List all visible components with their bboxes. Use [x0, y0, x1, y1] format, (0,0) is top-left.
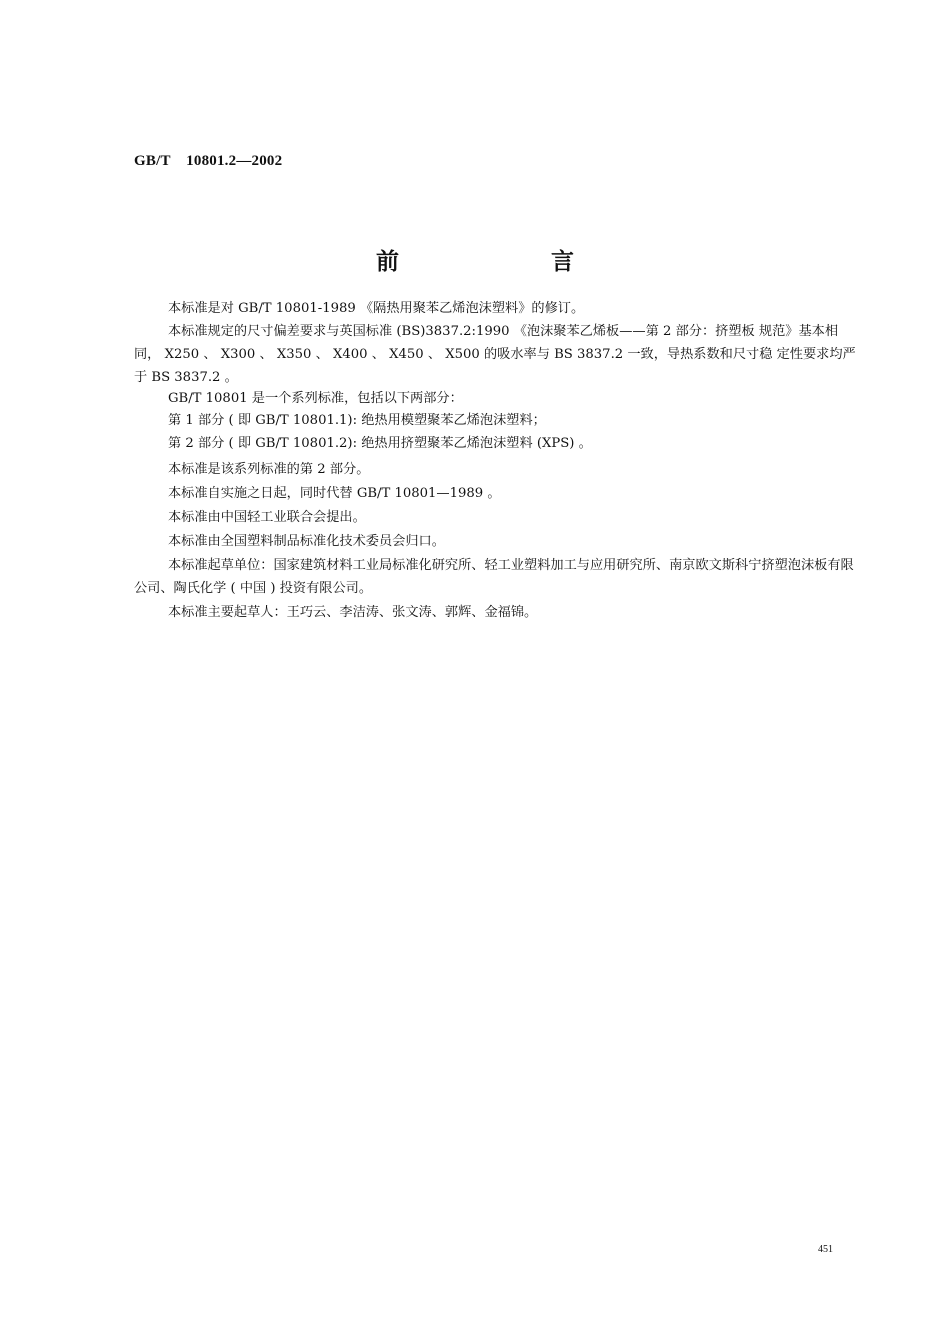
paragraph-drafters: 本标准主要起草人：王巧云、李洁涛、张文涛、郭辉、金福锦。 — [168, 605, 538, 620]
paragraph-drafting-units: 本标准起草单位：国家建筑材料工业局标准化研究所、轻工业塑料加工与应用研究所、南京欧文斯科宁挤塑泡沫板有限公司、陶氏化学 ( 中国 ) 投资有限公司。 — [134, 558, 854, 596]
paragraph-part-2: 第 2 部分 ( 即 GB/T 10801.2): 绝热用挤塑聚苯乙烯泡沫塑料 (XPS) 。 — [168, 436, 592, 451]
paragraph-proposed-by: 本标准由中国轻工业联合会提出。 — [168, 510, 366, 525]
paragraph-series-intro: GB/T 10801 是一个系列标准，包括以下两部分： — [168, 391, 463, 406]
paragraph-revision: 本标准是对 GB/T 10801-1989 《隔热用聚苯乙烯泡沫塑料》的修订。 — [168, 301, 585, 316]
foreword-body — [134, 297, 864, 624]
paragraph-requirements: 本标准规定的尺寸偏差要求与英国标准 (BS)3837.2:1990 《泡沫聚苯乙烯板——第 2 部分：挤塑板 规范》基本相同， X250 、 X300 、 X350 、 X400 、 X450 、 X500 的吸水率与 BS 3837.2 一致，导热系数和尺寸稳 定性要求均严于 BS 3837.2 。 — [134, 324, 856, 385]
standard-code: GB/T 10801.2—2002 — [134, 153, 283, 169]
paragraph-this-part: 本标准是该系列标准的第 2 部分。 — [168, 462, 370, 477]
page-title: 前 言 — [375, 249, 646, 275]
paragraph-part-1: 第 1 部分 ( 即 GB/T 10801.1): 绝热用模塑聚苯乙烯泡沫塑料； — [168, 413, 546, 428]
paragraph-under-jurisdiction: 本标准由全国塑料制品标准化技术委员会归口。 — [168, 534, 445, 549]
paragraph-replaces: 本标准自实施之日起，同时代替 GB/T 10801—1989 。 — [168, 486, 501, 501]
page-number: 451 — [818, 1244, 833, 1255]
